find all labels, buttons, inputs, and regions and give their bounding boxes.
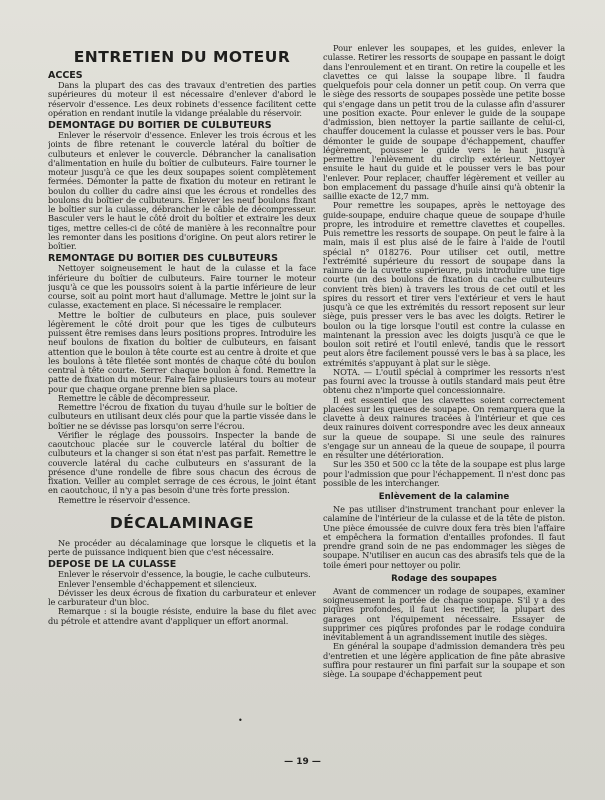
left-column xyxy=(48,44,316,744)
paragraph-350-500: Sur les 350 et 500 cc la tête de la soupape est plus large pour l'admission que pour l'échappement. Il n'est donc pas possible de les interchanger. xyxy=(323,459,565,488)
paragraph-acces: Dans la plupart des cas des travaux d'entretien des parties supérieures du moteur il est nécessaire d'enlever d'abord le réservoir d'essence. Les deux robinets d'essence facilitent cette opération en rendant inutile la vidange préalable du réservoir. xyxy=(48,80,316,118)
paragraph-remontage-5: Vérifier le réglage des poussoirs. Inspecter la bande de caoutchouc placée sur le couvercle latéral du boîtier de culbuteurs et la changer si son état n'est pas parfait. Remettre le couvercle latéral du cache culbuteurs en s'assurant de la présence d'une rondelle de fibre sous chacun des écrous de fixation. Veiller au complet serrage de ces écrous, le joint étant en caoutchouc, il n'y a pas besoin d'une très forte pression. xyxy=(48,429,316,496)
heading-rodage: Rodage des soupapes xyxy=(391,573,497,584)
paragraph-rodage-1: Avant de commencer un rodage de soupapes, examiner soigneusement la portée de chaque soupape. S'il y a des piqûres profondes, il faut les rectifier, la plupart des garages ont l'équipement nécessaire. Essayer de supprimer ces piqûres profondes par le rodage conduira inévitablement à un agrandissement inutile des sièges. xyxy=(323,585,565,642)
paragraph-soupapes-enlever: Pour enlever les soupapes, et les guides, enlever la culasse. Retirer les ressorts de soupape en passant le doigt dans l'enroulement et en tirant. On retire la coupelle et les clavettes ce qui laisse la soupape libre. Il faudra quelquefois pour cela donner un petit coup. On verra que le siège des ressorts de soupapes possède une petite bosse qui s'engage dans un petit trou de la culasse afin d'assurer une position exacte. Pour enlever le guide de la soupape d'admission, bien nettoyer la partie saillante de celui-ci, chauffer doucement la culasse et pousser vers le bas. Pour démonter le guide de soupape d'échappement, chauffer légèrement, pousser le guide vers le haut jusqu'à permettre l'enlèvement du circlip extérieur. Nettoyer ensuite le haut du guide et le pousser vers le bas pour l'enlever. Pour replacer, chauffer légèrement et veiller au bon emplacement du passage d'huile ainsi qu'à obtenir la saillie exacte de 12,7 mm. xyxy=(323,44,565,201)
paragraph-depose-2: Enlever l'ensemble d'échappement et silencieux. xyxy=(58,578,257,589)
paragraph-demontage: Enlever le réservoir d'essence. Enlever les trois écrous et les joints de fibre retenant le couvercle latéral du boîtier de culbuteurs et enlever le couvercle. Débrancher la canalisation d'alimentation en huile du boîtier de culbuteurs. Faire tourner le moteur jusqu'à ce que les deux soupapes soient complètement fermées. Démonter la patte de fixation du moteur en retirant le boulon du collier du cadre ainsi que les écrous et rondelles des boulons du boîtier de culbuteurs. Enlever les neuf boulons fixant le boîtier sur la culasse, débrancher le câble de décompresseur. Basculer vers le haut le côté droit du boîtier et extraire les deux tiges, mettre celles-ci de côté de manière à les reconnaître pour les remonter dans les positions d'origine. On peut alors retirer le boîtier. xyxy=(48,130,316,251)
paragraph-depose-3: Dévisser les deux écrous de fixation du carburateur et enlever le carburateur d'un bloc. xyxy=(48,587,316,607)
paragraph-remontage-4: Remettre l'écrou de fixation du tuyau d'huile sur le boîtier de culbuteurs en utilisant deux clés pour que la partie vissée dans le boîtier ne se dévisse pas lorsqu'on serre l'écrou. xyxy=(48,402,316,431)
page-number: — 19 — xyxy=(284,757,321,767)
bullet-mark: • xyxy=(238,716,243,725)
paragraph-depose-4: Remarque : si la bougie résiste, enduire la base du filet avec du pétrole et attendre avant d'appliquer un effort anormal. xyxy=(48,606,316,626)
heading-remontage-boitier: REMONTAGE DU BOITIER DES CULBUTEURS xyxy=(48,253,278,265)
paragraph-remontage-6: Remettre le réservoir d'essence. xyxy=(58,494,191,505)
paragraph-decalaminage: Ne procéder au décalaminage que lorsque le cliquetis et la perte de puissance indiquent bien que c'est nécessaire. xyxy=(48,537,316,557)
heading-calamine: Enlèvement de la calamine xyxy=(378,492,510,502)
heading-demontage-boitier: DEMONTAGE DU BOITIER DE CULBUTEURS xyxy=(48,120,272,131)
paragraph-rodage-2: En général la soupape d'admission demandera très peu d'entretien et une légère application de fine pâte abrasive suffira pour restaurer un fini parfait sur la soupape et son siège. La soupape d'échappement peut xyxy=(323,641,565,679)
heading-depose-culasse: DEPOSE DE LA CULASSE xyxy=(48,559,177,571)
paragraph-calamine: Ne pas utiliser d'instrument tranchant pour enlever la calamine de l'intérieur de la culasse et de la tête de piston. Une pièce émoussée de cuivre doux fera très bien l'affaire et empêchera la formation d'entailles profondes. Il faut prendre grand soin de ne pas endommager les sièges de soupape. N'utiliser en aucun cas des abrasifs tels que de la toile émeri pour nettoyer ou polir. xyxy=(323,504,565,570)
chapter-title-entretien: ENTRETIEN DU MOTEUR xyxy=(73,48,291,66)
chapter-title-decalaminage: DÉCALAMINAGE xyxy=(109,513,255,532)
paragraph-clavettes: Il est essentiel que les clavettes soient correctement placées sur les queues de soupape. On remarquera que la clavette à deux rainures tracées à l'intérieur et que ces deux rainures doivent correspondre avec les deux anneaux sur la queue de soupape. Si une seule des rainures s'engage sur un anneau de la queue de soupape, il pourra en résulter une détérioration. xyxy=(323,394,565,460)
paragraph-nota: NOTA. — L'outil spécial à comprimer les ressorts n'est pas fourni avec la trousse à outils standard mais peut être obtenu chez n'importe quel concessionnaire. xyxy=(323,366,565,396)
right-column xyxy=(323,44,565,744)
heading-acces: ACCES xyxy=(48,70,83,81)
paragraph-depose-1: Enlever le réservoir d'essence, la bougie, le cache culbuteurs. xyxy=(58,569,311,580)
paragraph-soupapes-remettre: Pour remettre les soupapes, après le nettoyage des guide-soupape, enduire chaque queue de soupape d'huile propre, les introduire et remettre clavettes et coupelles. Puis remettre les ressorts de soupape. On peut le faire à la main, mais il est plus aisé de le faire à l'aide de l'outil spécial n° 018276. Pour utiliser cet outil, mettre l'extrémité supérieure du ressort de soupape dans la rainure de la cuvette supérieure, puis introduire une tige courte (un des boulons de fixation du cache culbuteurs convient très bien) à travers les trous de cet outil et les spires du ressort et tirer vers l'extérieur et vers le haut jusqu'à ce que les extrémités du ressort reposent sur leur siège, puis presser vers le bas avec les doigts. Retirer le boulon ou la tige lorsque l'outil est contre la culasse en maintenant la pression avec les doigts jusqu'à ce que le boulon soit retiré et l'outil enlevé, tandis que le ressort peut alors être facilement poussé vers le bas à sa place, les extrémités s'appuyant à plat sur le siège. xyxy=(323,200,565,368)
paragraph-remontage-3: Remettre le câble de décompresseur. xyxy=(58,392,210,403)
paragraph-remontage-2: Mettre le boîtier de culbuteurs en place, puis soulever légèrement le côté droit pour que les tiges de culbuteurs puissent être remises dans leurs positions propres. Introduire les neuf boulons de fixation du boîtier de culbuteurs, en faisant attention que le boulon à tête courte est au centre à droite et que les boulons à tête filetée sont montés de chaque côté du boulon central à tête courte. Serrer chaque boulon à fond. Remettre la patte de fixation du moteur. Faire faire plusieurs tours au moteur pour que chaque organe prenne bien sa place. xyxy=(48,309,316,394)
paragraph-remontage-1: Nettoyer soigneusement le haut de la culasse et la face inférieure du boîtier de culbuteurs. Faire tourner le moteur jusqu'à ce que les poussoirs soient à la partie inférieure de leur course, soit au point mort haut d'allumage. Mettre le joint sur la culasse, exactement en place. Si nécessaire le remplacer. xyxy=(48,263,316,311)
